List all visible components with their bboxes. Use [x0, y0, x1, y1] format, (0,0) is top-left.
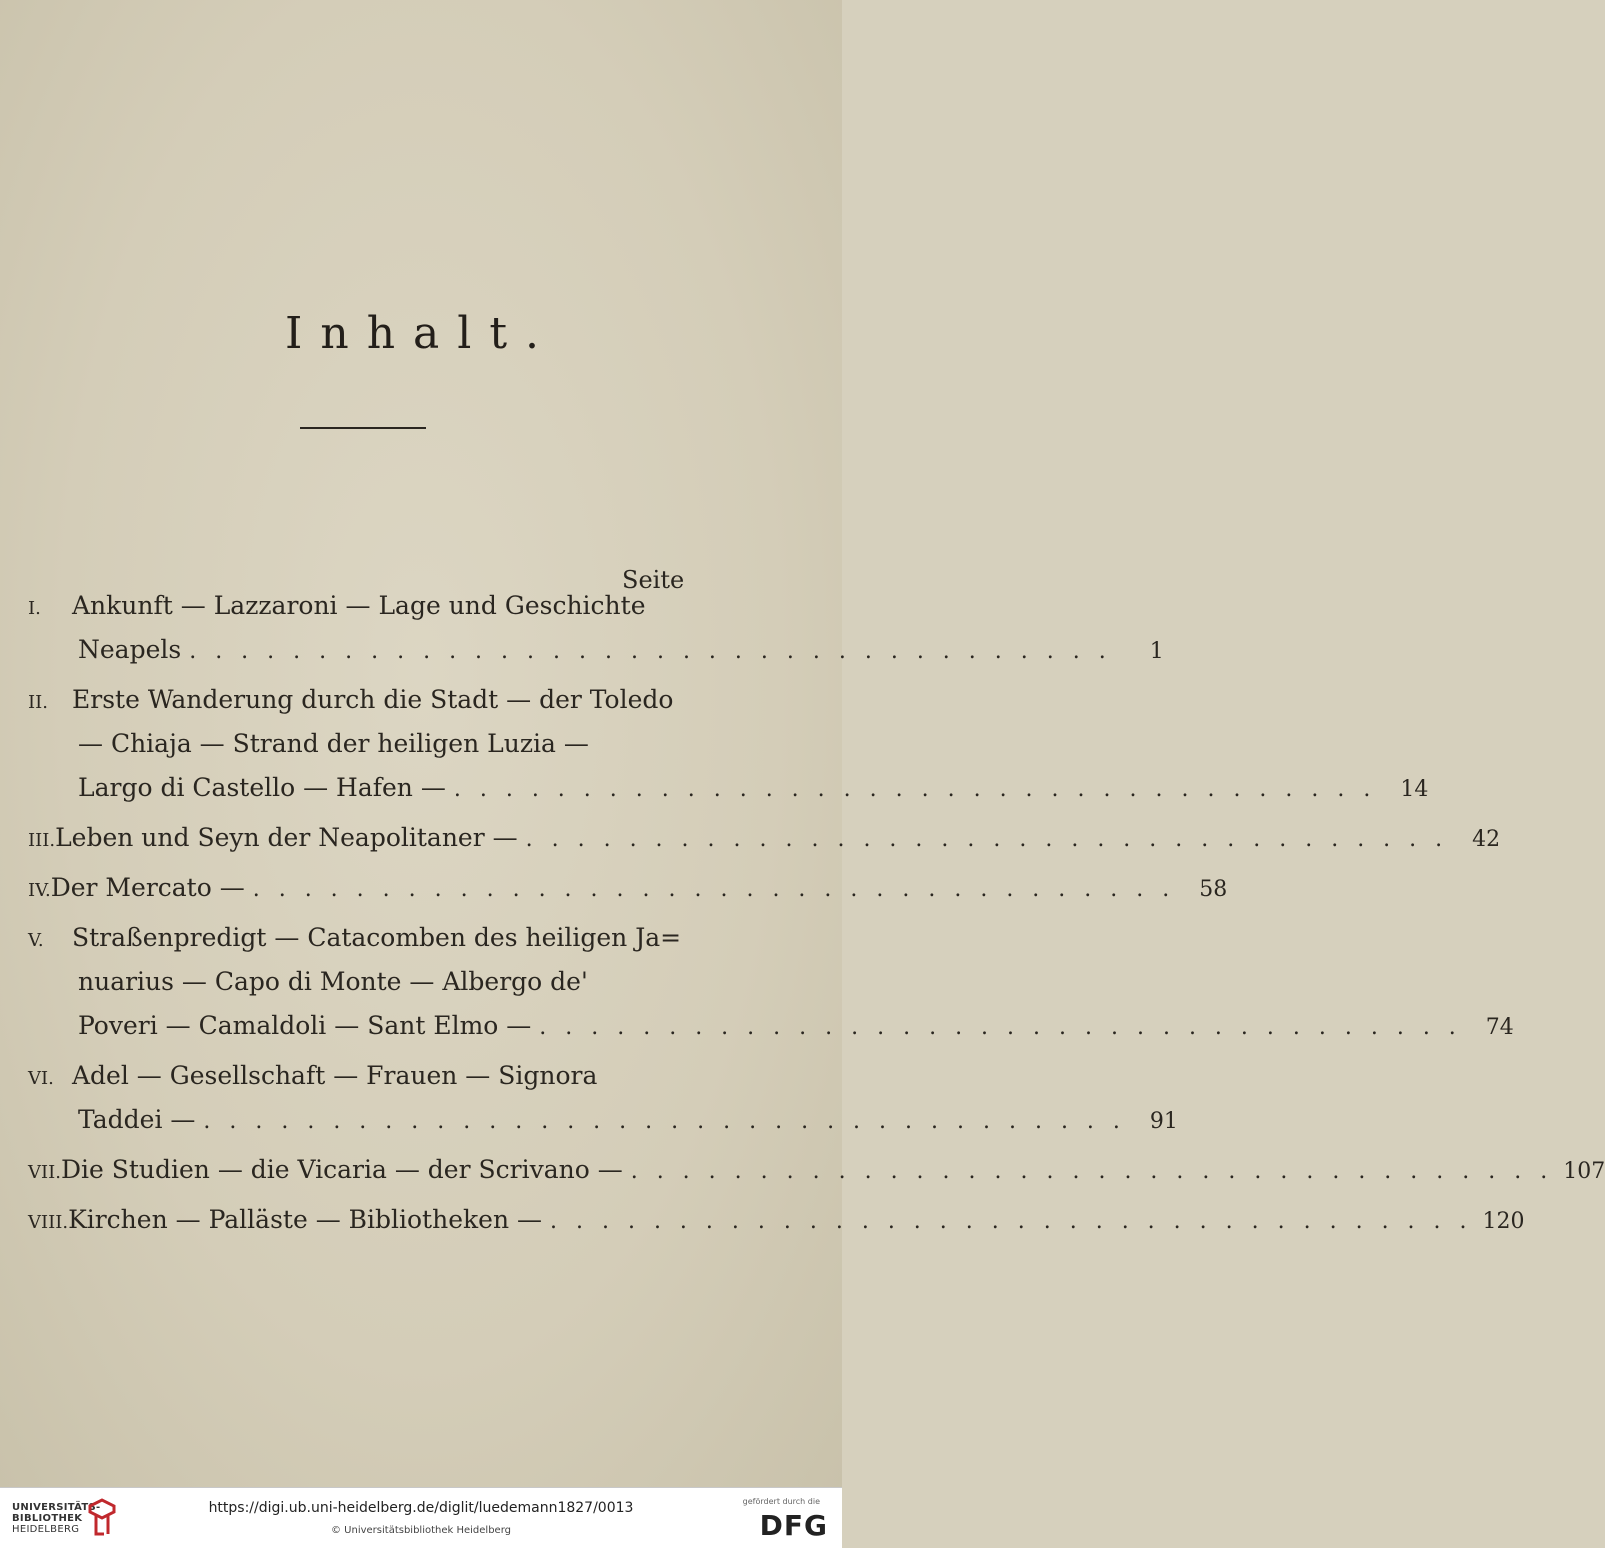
seite-label: Seite — [622, 566, 685, 594]
copyright-notice: © Universitätsbibliothek Heidelberg — [330, 1525, 511, 1536]
page-number: 107 — [1563, 1159, 1605, 1184]
leader-dots: . . . . . . . . . . . . . . . . . . . . . . . . . . . . . . . . . . . . — [550, 1209, 1473, 1234]
toc-entry-line — [78, 1004, 1514, 1048]
page-number: 1 — [1149, 639, 1164, 664]
toc-entry-line — [28, 1198, 1525, 1242]
chapter-title-line: Poveri — Camaldoli — Sant Elmo — — [78, 1011, 532, 1040]
chapter-number: IV. — [28, 880, 51, 901]
toc-entry-line — [78, 766, 1429, 810]
toc-entry-line — [28, 584, 688, 628]
chapter-number: I. — [28, 598, 41, 619]
toc-entry-line — [28, 678, 688, 722]
chapter-title-line: Die Studien — die Vicaria — der Scrivano — — [60, 1155, 623, 1184]
toc-entry — [28, 1148, 1605, 1192]
chapter-number: VII. — [28, 1162, 61, 1183]
toc-entry-line — [78, 960, 688, 1004]
page-number: 74 — [1485, 1015, 1514, 1040]
toc-entry-line — [78, 722, 688, 766]
page-number: 91 — [1149, 1109, 1178, 1134]
toc-entry — [28, 1198, 1525, 1242]
toc-entry — [28, 678, 1429, 810]
dfg-logo[interactable]: DFG — [759, 1509, 828, 1542]
table-of-contents — [28, 584, 1605, 1242]
permalink-url[interactable]: https://digi.ub.uni-heidelberg.de/diglit/luedemann1827/0013 — [208, 1500, 634, 1516]
leader-dots: . . . . . . . . . . . . . . . . . . . . . . . . . . . . . . . . . . . . — [203, 1109, 1126, 1134]
toc-entry-line — [78, 1098, 1178, 1142]
leader-dots: . . . . . . . . . . . . . . . . . . . . . . . . . . . . . . . . . . . . — [453, 777, 1377, 802]
toc-entry — [28, 1054, 1178, 1142]
chapter-title-line: Largo di Castello — Hafen — — [78, 773, 446, 802]
toc-entry-line — [28, 916, 688, 960]
chapter-title-line: Der Mercato — — [50, 873, 245, 902]
chapter-title-line: Erste Wanderung durch die Stadt — der Toledo — [72, 685, 674, 714]
toc-entry-line — [28, 1054, 688, 1098]
chapter-number: III. — [28, 830, 56, 851]
chapter-title-line: Ankunft — Lazzaroni — Lage und Geschichte — [72, 591, 646, 620]
funding-note: gefördert durch die — [742, 1497, 820, 1506]
page-number: 42 — [1472, 827, 1501, 852]
chapter-title-line: Kirchen — Palläste — Bibliotheken — — [68, 1205, 542, 1234]
toc-entry-line — [28, 1148, 1605, 1192]
page-number: 120 — [1482, 1209, 1525, 1234]
toc-entry — [28, 866, 1228, 910]
chapter-title-line: Adel — Gesellschaft — Frauen — Signora — [72, 1061, 598, 1090]
chapter-number: V. — [28, 930, 44, 951]
leader-dots: . . . . . . . . . . . . . . . . . . . . . . . . . . . . . . . . . . . . — [252, 877, 1176, 902]
chapter-title-line: Straßenpredigt — Catacomben des heiligen Ja= — [72, 923, 682, 952]
toc-entry — [28, 816, 1501, 860]
page-number: 58 — [1199, 877, 1228, 902]
chapter-title-line: — Chiaja — Strand der heiligen Luzia — — [78, 729, 589, 758]
chapter-title-line: Neapels — [78, 635, 182, 664]
viewer-footer — [0, 1487, 842, 1548]
page-title: Inhalt. — [284, 308, 558, 359]
page-number: 14 — [1400, 777, 1429, 802]
toc-entry — [28, 584, 1164, 672]
chapter-number: VIII. — [28, 1212, 69, 1233]
chapter-number: II. — [28, 692, 48, 713]
library-logo[interactable]: UNIVERSITÄTS- BIBLIOTHEK HEIDELBERG — [12, 1502, 101, 1535]
chapter-title-line: Leben und Seyn der Neapolitaner — — [55, 823, 518, 852]
chapter-number: VI. — [28, 1068, 54, 1089]
toc-entry-line — [28, 816, 1501, 860]
leader-dots: . . . . . . . . . . . . . . . . . . . . . . . . . . . . . . . . . . . . — [539, 1015, 1462, 1040]
toc-entry-line — [28, 866, 1228, 910]
leader-dots: . . . . . . . . . . . . . . . . . . . . . . . . . . . . . . . . . . . . — [189, 639, 1112, 664]
title-rule — [300, 427, 426, 429]
chapter-title-line: Taddei — — [78, 1105, 196, 1134]
toc-entry-line — [78, 628, 1164, 672]
leader-dots: . . . . . . . . . . . . . . . . . . . . . . . . . . . . . . . . . . . . — [525, 827, 1449, 852]
leader-dots: . . . . . . . . . . . . . . . . . . . . . . . . . . . . . . . . . . . . — [630, 1159, 1554, 1184]
toc-entry — [28, 916, 1514, 1048]
chapter-title-line: nuarius — Capo di Monte — Albergo de' — [78, 967, 588, 996]
